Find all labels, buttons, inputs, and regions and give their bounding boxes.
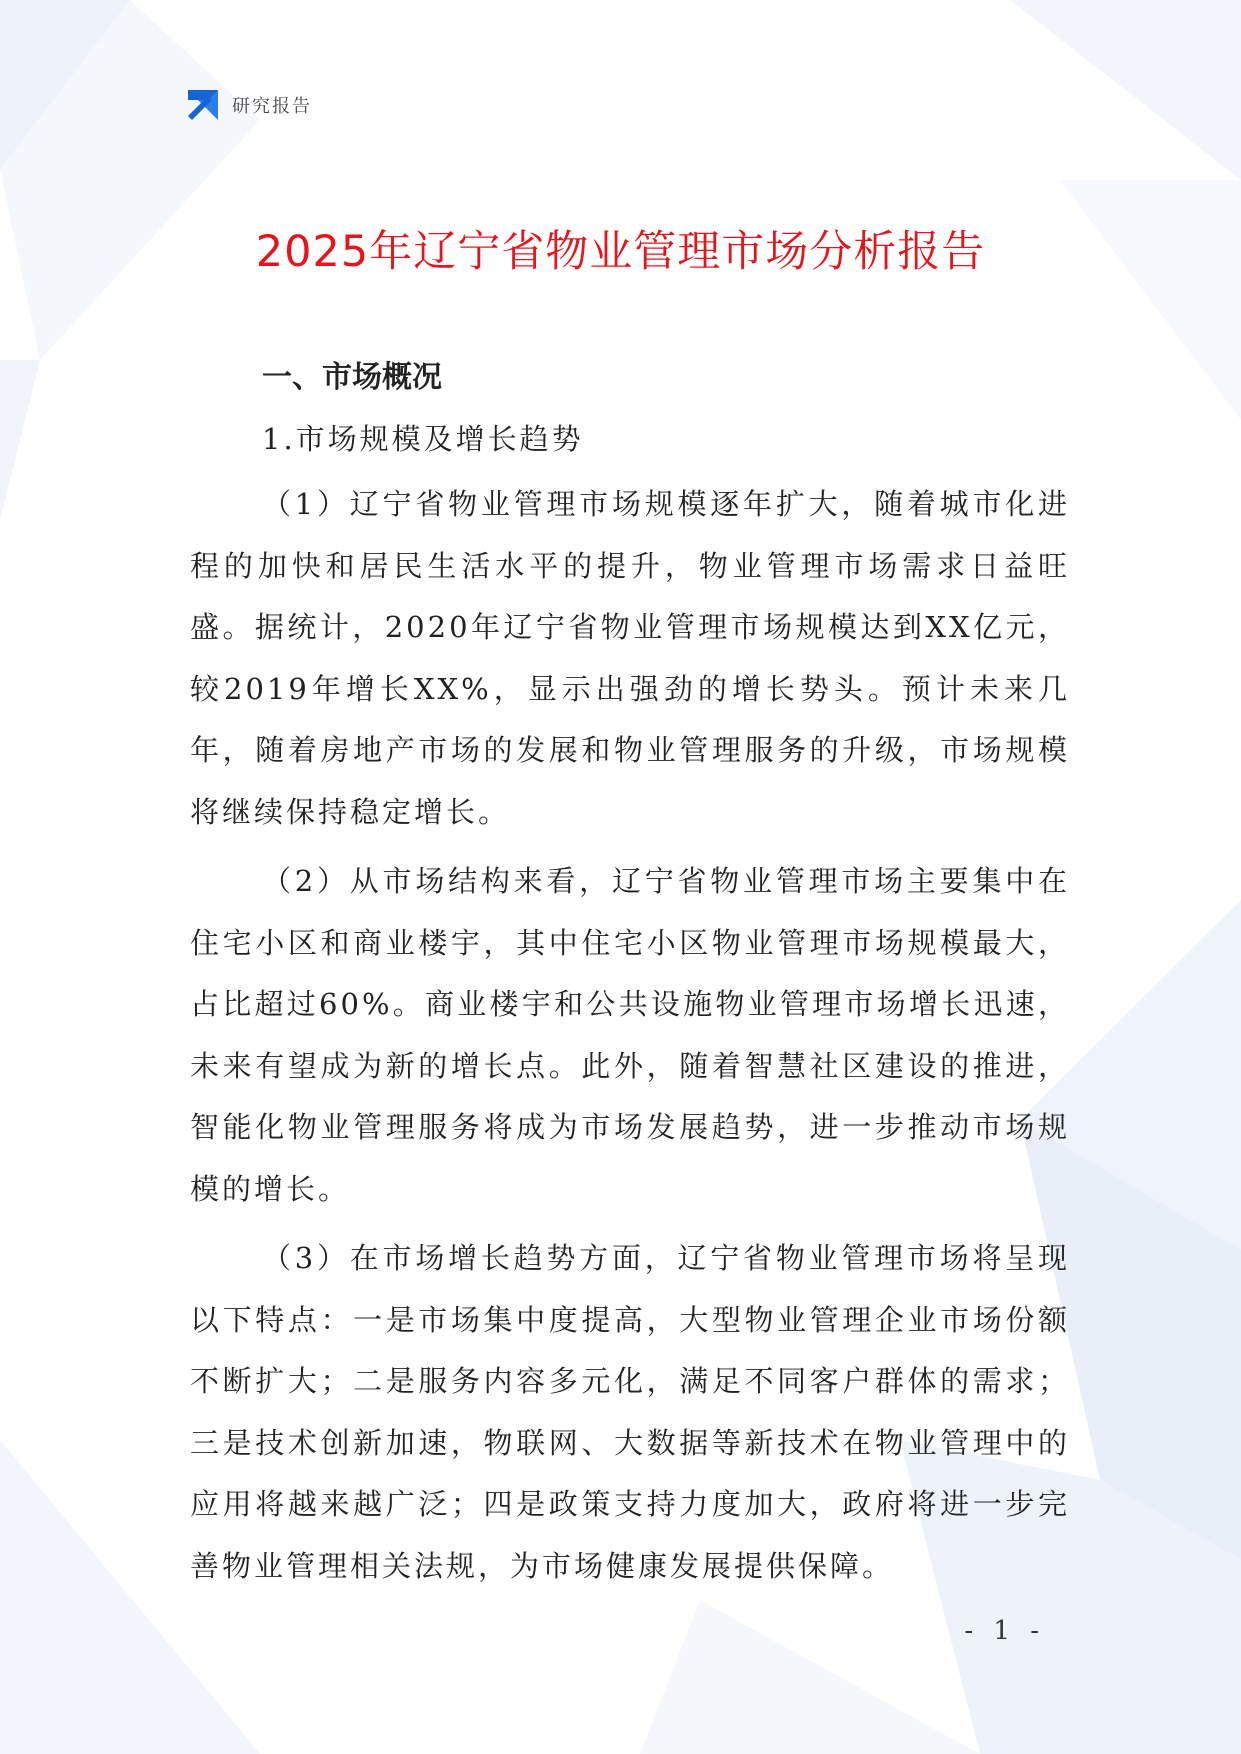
arrow-up-right-icon — [186, 88, 220, 122]
header-label: 研究报告 — [232, 96, 312, 117]
paragraph: （2）从市场结构来看，辽宁省物业管理市场主要集中在住宅小区和商业楼宇，其中住宅小区物业管理市场规模最大，占比超过60%。商业楼宇和公共设施物业管理市场增长迅速，未来有望成为新的增长点。此外，随着智慧社区建设的推进，智能化物业管理服务将成为市场发展趋势，进一步推动市场规模的增长。 — [190, 864, 1070, 1206]
document-body — [190, 352, 1070, 1597]
page-number: - 1 - — [964, 1616, 1045, 1646]
paragraph: （1）辽宁省物业管理市场规模逐年扩大，随着城市化进程的加快和居民生活水平的提升，物业管理市场需求日益旺盛。据统计，2020年辽宁省物业管理市场规模达到XX亿元，较2019年增长XX%，显示出强劲的增长势头。预计未来几年，随着房地产市场的发展和物业管理服务的升级，市场规模将继续保持稳定增长。 — [190, 487, 1070, 829]
section-heading: 一、市场概况 — [262, 360, 442, 395]
paragraph: （3）在市场增长趋势方面，辽宁省物业管理市场将呈现以下特点：一是市场集中度提高，大型物业管理企业市场份额不断扩大；二是服务内容多元化，满足不同客户群体的需求；三是技术创新加速，物联网、大数据等新技术在物业管理中的应用将越来越广泛；四是政策支持力度加大，政府将进一步完善物业管理相关法规，为市场健康发展提供保障。 — [190, 1241, 1070, 1583]
report-header — [186, 85, 312, 125]
document-title: 2025年辽宁省物业管理市场分析报告 — [255, 227, 986, 277]
sub-heading: 1.市场规模及增长趋势 — [262, 422, 584, 456]
